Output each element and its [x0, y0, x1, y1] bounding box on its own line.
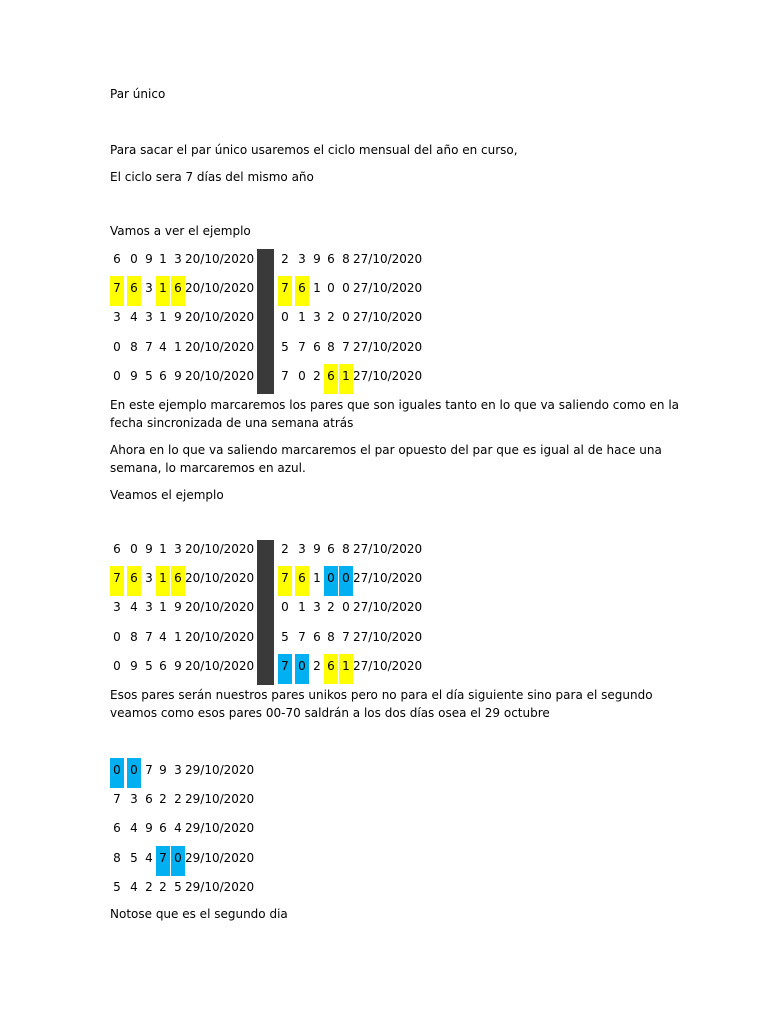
digit-cell: 6	[171, 276, 185, 306]
digit-cell: 1	[159, 600, 167, 614]
digit-cell: 2	[313, 369, 321, 383]
digit-cell: 8	[342, 252, 350, 266]
digit-cell: 0	[113, 340, 121, 354]
digit-cell: 1	[159, 252, 167, 266]
digit-cell: 1	[339, 654, 353, 684]
digit-cell: 0	[298, 369, 306, 383]
digit-cell: 2	[159, 792, 167, 806]
week-separator	[257, 540, 274, 685]
digit-cell: 0	[342, 281, 350, 295]
digit-cell: 4	[130, 600, 138, 614]
digit-cell: 0	[113, 369, 121, 383]
digit-cell: 0	[327, 281, 335, 295]
draw-date: 29/10/2020	[185, 821, 255, 835]
digit-cell: 4	[174, 821, 182, 835]
digit-cell: 8	[130, 630, 138, 644]
digit-cell: 4	[145, 851, 153, 865]
digit-cell: 0	[130, 252, 138, 266]
digit-cell: 1	[313, 281, 321, 295]
draw-date: 27/10/2020	[353, 659, 423, 673]
draw-date: 29/10/2020	[185, 880, 255, 894]
digit-cell: 0	[110, 758, 124, 788]
intro-line-2: El ciclo sera 7 días del mismo año	[110, 170, 314, 184]
digit-cell: 6	[159, 659, 167, 673]
digit-cell: 7	[156, 846, 170, 876]
digit-cell: 9	[145, 821, 153, 835]
digit-cell: 5	[113, 880, 121, 894]
digit-cell: 6	[127, 566, 141, 596]
digit-cell: 8	[327, 340, 335, 354]
digit-cell: 6	[159, 369, 167, 383]
digit-cell: 5	[145, 659, 153, 673]
digit-cell: 3	[113, 310, 121, 324]
digit-cell: 0	[324, 566, 338, 596]
digit-cell: 9	[159, 763, 167, 777]
digit-cell: 1	[339, 364, 353, 394]
digit-cell: 4	[159, 340, 167, 354]
digit-cell: 7	[342, 340, 350, 354]
draw-date: 27/10/2020	[353, 310, 423, 324]
digit-cell: 1	[159, 542, 167, 556]
digit-cell: 7	[110, 566, 124, 596]
draw-date: 27/10/2020	[353, 369, 423, 383]
explain-2-line-1: Ahora en lo que va saliendo marcaremos el par opuesto del par que es igual al de hace una	[110, 443, 662, 457]
digit-cell: 7	[298, 340, 306, 354]
digit-cell: 3	[174, 542, 182, 556]
digit-cell: 9	[174, 369, 182, 383]
draw-date: 27/10/2020	[353, 630, 423, 644]
digit-cell: 5	[145, 369, 153, 383]
draw-date: 20/10/2020	[185, 310, 255, 324]
digit-cell: 0	[339, 566, 353, 596]
digit-cell: 1	[313, 571, 321, 585]
digit-cell: 4	[159, 630, 167, 644]
digit-cell: 2	[281, 542, 289, 556]
digit-cell: 0	[127, 758, 141, 788]
explain-2-line-2: semana, lo marcaremos en azul.	[110, 461, 306, 475]
draw-date: 20/10/2020	[185, 369, 255, 383]
digit-cell: 0	[342, 600, 350, 614]
draw-date: 20/10/2020	[185, 542, 255, 556]
draw-date: 27/10/2020	[353, 340, 423, 354]
digit-cell: 0	[113, 630, 121, 644]
digit-cell: 4	[130, 880, 138, 894]
digit-cell: 3	[113, 600, 121, 614]
example-label-2: Veamos el ejemplo	[110, 488, 224, 502]
draw-date: 27/10/2020	[353, 600, 423, 614]
draw-date: 27/10/2020	[353, 571, 423, 585]
digit-cell: 3	[298, 252, 306, 266]
draw-date: 20/10/2020	[185, 340, 255, 354]
digit-cell: 5	[281, 630, 289, 644]
week-separator	[257, 249, 274, 394]
digit-cell: 2	[327, 310, 335, 324]
digit-cell: 9	[130, 659, 138, 673]
footer-note: Notose que es el segundo dia	[110, 907, 288, 921]
digit-cell: 6	[295, 276, 309, 306]
draw-date: 29/10/2020	[185, 851, 255, 865]
digit-cell: 7	[281, 369, 289, 383]
digit-cell: 6	[324, 654, 338, 684]
digit-cell: 3	[145, 310, 153, 324]
digit-cell: 3	[145, 281, 153, 295]
digit-cell: 2	[159, 880, 167, 894]
digit-cell: 0	[113, 659, 121, 673]
digit-cell: 2	[327, 600, 335, 614]
draw-date: 29/10/2020	[185, 763, 255, 777]
digit-cell: 9	[145, 252, 153, 266]
draw-date: 27/10/2020	[353, 281, 423, 295]
draw-date: 20/10/2020	[185, 252, 255, 266]
digit-cell: 6	[327, 542, 335, 556]
digit-cell: 3	[145, 571, 153, 585]
intro-line-1: Para sacar el par único usaremos el ciclo mensual del año en curso,	[110, 143, 518, 157]
digit-cell: 7	[110, 276, 124, 306]
example-label-1: Vamos a ver el ejemplo	[110, 224, 251, 238]
draw-date: 20/10/2020	[185, 571, 255, 585]
digit-cell: 4	[130, 310, 138, 324]
digit-cell: 7	[278, 566, 292, 596]
digit-cell: 6	[113, 821, 121, 835]
digit-cell: 4	[130, 821, 138, 835]
digit-cell: 8	[342, 542, 350, 556]
digit-cell: 6	[113, 542, 121, 556]
digit-cell: 2	[145, 880, 153, 894]
digit-cell: 9	[174, 659, 182, 673]
digit-cell: 9	[313, 542, 321, 556]
draw-date: 20/10/2020	[185, 281, 255, 295]
digit-cell: 6	[159, 821, 167, 835]
digit-cell: 6	[327, 252, 335, 266]
digit-cell: 3	[145, 600, 153, 614]
digit-cell: 7	[145, 763, 153, 777]
draw-date: 29/10/2020	[185, 792, 255, 806]
digit-cell: 6	[127, 276, 141, 306]
explain-3-line-2: veamos como esos pares 00-70 saldrán a los dos días osea el 29 octubre	[110, 706, 550, 720]
digit-cell: 6	[113, 252, 121, 266]
digit-cell: 1	[156, 276, 170, 306]
digit-cell: 7	[342, 630, 350, 644]
digit-cell: 1	[156, 566, 170, 596]
digit-cell: 1	[174, 630, 182, 644]
page-title: Par único	[110, 87, 166, 101]
explain-1-line-1: En este ejemplo marcaremos los pares que son iguales tanto en lo que va saliendo como en la	[110, 398, 680, 412]
digit-cell: 3	[174, 252, 182, 266]
digit-cell: 6	[145, 792, 153, 806]
digit-cell: 9	[313, 252, 321, 266]
digit-cell: 3	[313, 310, 321, 324]
digit-cell: 1	[174, 340, 182, 354]
draw-date: 20/10/2020	[185, 630, 255, 644]
digit-cell: 2	[281, 252, 289, 266]
digit-cell: 9	[174, 310, 182, 324]
digit-cell: 6	[313, 630, 321, 644]
digit-cell: 0	[281, 310, 289, 324]
digit-cell: 7	[278, 654, 292, 684]
explain-3-line-1: Esos pares serán nuestros pares unikos pero no para el día siguiente sino para el segundo	[110, 688, 653, 702]
digit-cell: 5	[130, 851, 138, 865]
digit-cell: 9	[145, 542, 153, 556]
digit-cell: 3	[130, 792, 138, 806]
digit-cell: 7	[278, 276, 292, 306]
digit-cell: 0	[130, 542, 138, 556]
digit-cell: 3	[313, 600, 321, 614]
digit-cell: 8	[130, 340, 138, 354]
digit-cell: 1	[298, 310, 306, 324]
digit-cell: 9	[174, 600, 182, 614]
digit-cell: 3	[298, 542, 306, 556]
draw-date: 27/10/2020	[353, 542, 423, 556]
digit-cell: 1	[298, 600, 306, 614]
digit-cell: 6	[295, 566, 309, 596]
digit-cell: 7	[145, 630, 153, 644]
digit-cell: 2	[313, 659, 321, 673]
draw-date: 20/10/2020	[185, 659, 255, 673]
digit-cell: 0	[295, 654, 309, 684]
digit-cell: 6	[171, 566, 185, 596]
digit-cell: 8	[113, 851, 121, 865]
digit-cell: 1	[159, 310, 167, 324]
digit-cell: 7	[145, 340, 153, 354]
digit-cell: 8	[327, 630, 335, 644]
draw-date: 20/10/2020	[185, 600, 255, 614]
digit-cell: 0	[342, 310, 350, 324]
draw-date: 27/10/2020	[353, 252, 423, 266]
digit-cell: 7	[298, 630, 306, 644]
digit-cell: 3	[174, 763, 182, 777]
digit-cell: 7	[113, 792, 121, 806]
digit-cell: 9	[130, 369, 138, 383]
digit-cell: 0	[281, 600, 289, 614]
digit-cell: 2	[174, 792, 182, 806]
digit-cell: 5	[174, 880, 182, 894]
digit-cell: 6	[324, 364, 338, 394]
digit-cell: 5	[281, 340, 289, 354]
digit-cell: 6	[313, 340, 321, 354]
digit-cell: 0	[171, 846, 185, 876]
explain-1-line-2: fecha sincronizada de una semana atrás	[110, 416, 354, 430]
